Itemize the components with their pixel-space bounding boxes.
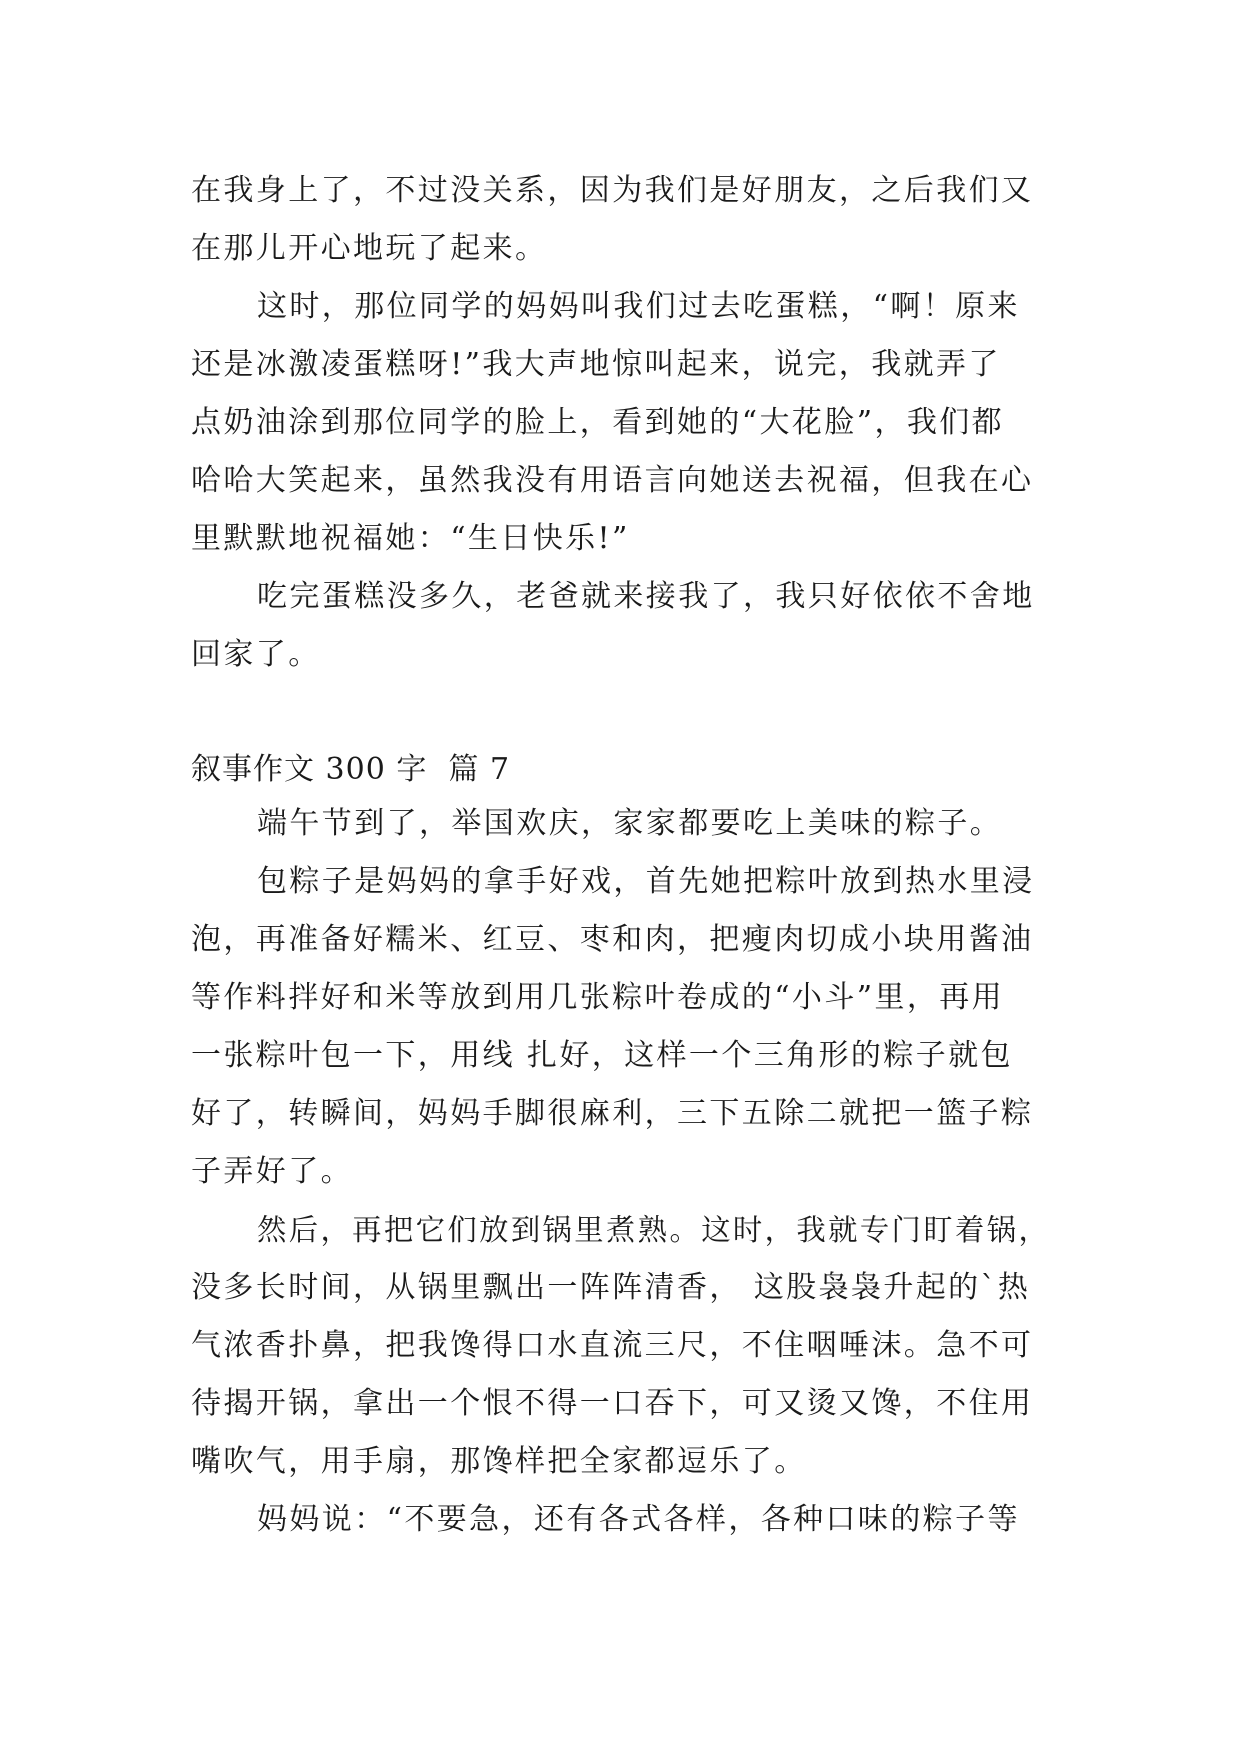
text-line: 好了，转瞬间，妈妈手脚很麻利，三下五除二就把一篮子粽 (191, 1096, 1034, 1131)
text-line: 包粽子是妈妈的拿手好戏，首先她把粽叶放到热水里浸 (257, 864, 1035, 899)
text-line: 泡，再准备好糯米、红豆、枣和肉，把瘦肉切成小块用酱油 (191, 922, 1034, 957)
text-line: 在我身上了，不过没关系，因为我们是好朋友，之后我们又 (191, 173, 1034, 208)
text-line: 点奶油涂到那位同学的脸上，看到她的“大花脸”，我们都 (191, 405, 1005, 440)
text-line: 还是冰激凌蛋糕呀!”我大声地惊叫起来，说完，我就弄了 (191, 347, 1001, 382)
text-line: 端午节到了，举国欢庆，家家都要吃上美味的粽子。 (257, 806, 1003, 841)
text-line: 没多长时间，从锅里飘出一阵阵清香， 这股袅袅升起的`热 (191, 1270, 1031, 1305)
paragraph-5 (191, 853, 1053, 1201)
text-line: 等作料拌好和米等放到用几张粽叶卷成的“小斗”里，再用 (191, 980, 1005, 1015)
text-line: 这时，那位同学的妈妈叫我们过去吃蛋糕，“啊！原来 (257, 289, 1020, 324)
text-line: 里默默地祝福她：“生日快乐!” (191, 521, 630, 556)
text-line: 妈妈说：“不要急，还有各式各样，各种口味的粽子等 (257, 1502, 1020, 1537)
paragraph-6 (191, 1201, 1053, 1491)
paragraph-2 (191, 278, 1053, 568)
text-line: 在那儿开心地玩了起来。 (191, 231, 548, 266)
text-line: 然后，再把它们放到锅里煮熟。这时，我就专门盯着锅， (257, 1213, 1051, 1247)
text-line: 气浓香扑鼻，把我馋得口水直流三尺，不住咽唾沫。急不可 (191, 1328, 1034, 1363)
text-line: 待揭开锅，拿出一个恨不得一口吞下，可又烫又馋，不住用 (191, 1386, 1034, 1421)
paragraph-7 (191, 1491, 1053, 1549)
text-line: 子弄好了。 (191, 1154, 353, 1189)
text-line: 一张粽叶包一下，用线 扎好，这样一个三角形的粽子就包 (191, 1038, 1013, 1073)
text-line: 吃完蛋糕没多久，老爸就来接我了，我只好依依不舍地 (257, 579, 1035, 614)
section-heading: 叙事作文 300 字 篇 7 (191, 752, 511, 787)
text-line: 嘴吹气，用手扇，那馋样把全家都逗乐了。 (191, 1444, 807, 1479)
text-line: 回家了。 (191, 637, 321, 672)
paragraph-4 (191, 795, 1053, 853)
paragraph-3 (191, 568, 1053, 684)
paragraph-1 (191, 162, 1053, 278)
text-line: 哈哈大笑起来，虽然我没有用语言向她送去祝福，但我在心 (191, 463, 1034, 498)
